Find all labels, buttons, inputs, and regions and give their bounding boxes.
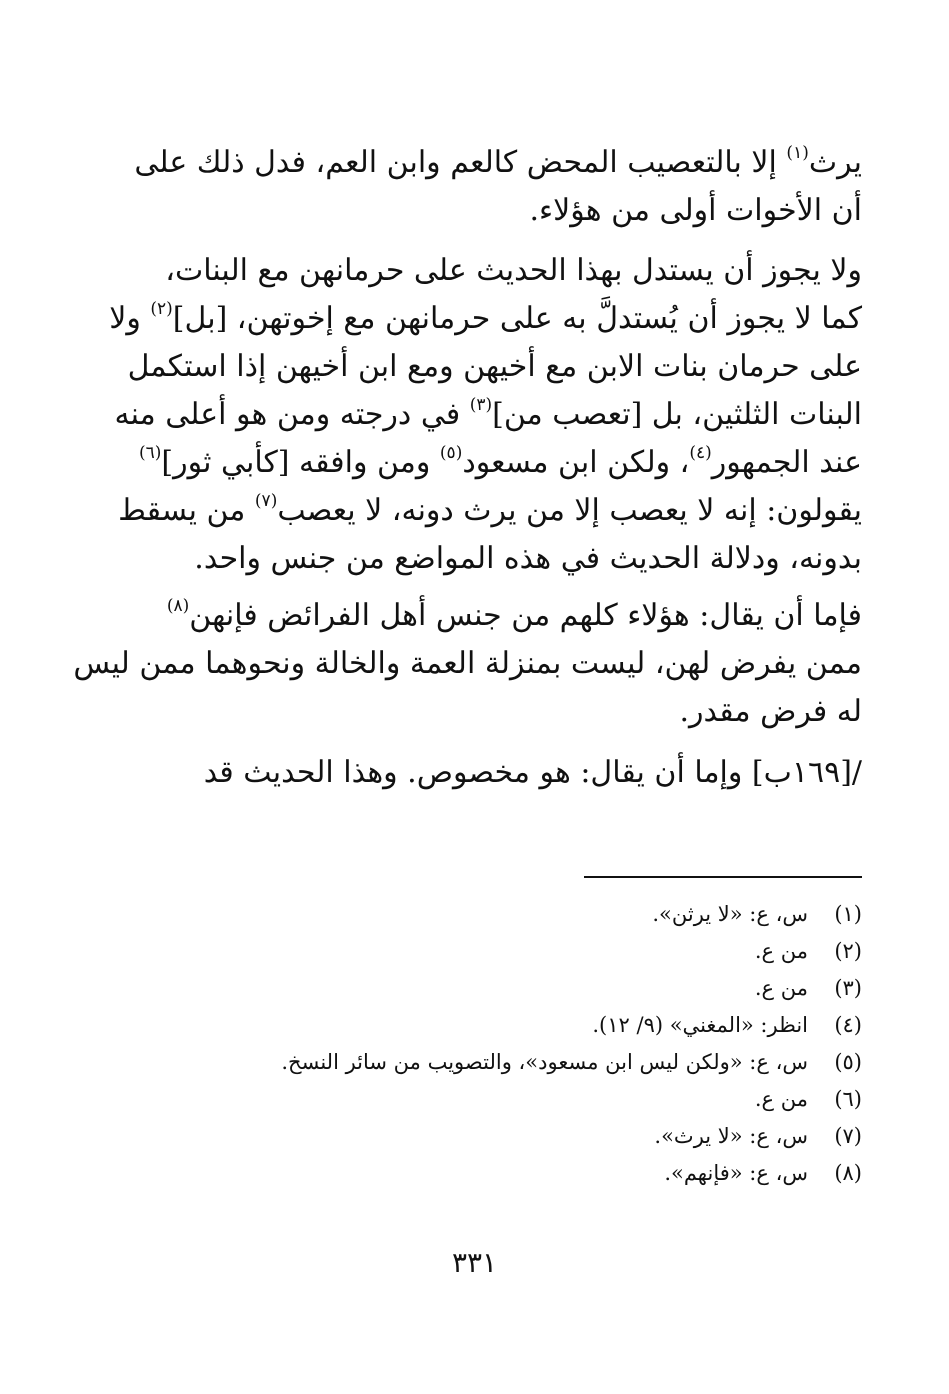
footnote-text: من ع. xyxy=(754,976,808,1000)
text-run: عند الجمهور xyxy=(711,445,862,480)
footnote-item xyxy=(200,896,862,933)
text-run: ومن وافقه [كأبي ثور] xyxy=(161,445,440,480)
text-line xyxy=(138,187,862,235)
footnote-number: (٣) xyxy=(834,976,862,1000)
text-run: البنات الثلثين، بل [تعصب من] xyxy=(492,397,862,432)
text-line xyxy=(138,247,862,295)
text-line xyxy=(138,688,862,736)
footnotes xyxy=(200,896,862,1192)
text-run: يرث xyxy=(808,145,862,180)
footnote-marker: (٢) xyxy=(150,299,173,319)
text-run: إلا بالتعصيب المحض كالعم وابن العم، فدل ذلك على xyxy=(134,145,787,180)
paragraph-1 xyxy=(134,139,862,235)
paragraph-3 xyxy=(73,592,862,736)
footnote-marker: (٥) xyxy=(439,443,463,463)
text-run: في درجته ومن هو أعلى منه xyxy=(114,397,470,432)
text-run: ، ولكن ابن مسعود xyxy=(462,445,690,480)
text-run: له فرض مقدر. xyxy=(679,694,862,729)
footnote-number: (٦) xyxy=(834,1087,862,1111)
footnote-item xyxy=(200,1007,862,1044)
text-run: فإما أن يقال: هؤلاء كلهم من جنس أهل الفرائض فإنهن xyxy=(189,598,862,633)
text-run: من يسقط xyxy=(118,493,255,528)
footnote-text: من ع. xyxy=(754,1087,808,1111)
text-line xyxy=(118,487,862,535)
footnote-marker: (٧) xyxy=(254,491,278,511)
footnote-marker: (٤) xyxy=(689,443,712,463)
footnote-number: (٢) xyxy=(834,939,862,963)
footnote-item xyxy=(200,933,862,970)
footnote-item xyxy=(200,1118,862,1155)
footnote-text: س، ع: «لا يرثن». xyxy=(652,902,808,926)
text-run: بدونه، ودلالة الحديث في هذه المواضع من جنس واحد. xyxy=(194,541,862,576)
footnote-marker: (٦) xyxy=(139,443,162,463)
footnote-item xyxy=(200,1155,862,1192)
text-run: ولا يجوز أن يستدل بهذا الحديث على حرمانهن مع البنات، xyxy=(165,253,862,288)
text-run: كما لا يجوز أن يُستدلَّ به على حرمانهن مع إخوتهن، [بل] xyxy=(172,301,862,336)
text-line xyxy=(109,295,862,343)
text-line xyxy=(138,592,862,640)
footnote-marker: (٣) xyxy=(469,395,493,415)
footnote-item xyxy=(200,1081,862,1118)
footnote-marker: (٨) xyxy=(166,596,190,616)
footnote-number: (٧) xyxy=(834,1124,862,1148)
footnote-text: س، ع: «ولكن ليس ابن مسعود»، والتصويب من سائر النسخ. xyxy=(281,1050,808,1074)
paragraph-4 xyxy=(138,749,862,797)
text-run: على حرمان بنات الابن مع أخيهن ومع ابن أخيهن إذا استكمل xyxy=(127,349,862,384)
text-line xyxy=(114,391,862,439)
footnote-text: س، ع: «فإنهم». xyxy=(664,1161,808,1185)
text-line xyxy=(134,139,862,187)
footnote-item xyxy=(200,970,862,1007)
paragraph-2 xyxy=(109,247,862,583)
footnote-number: (٥) xyxy=(834,1050,862,1074)
footnote-text: انظر: «المغني» (٩/ ١٢). xyxy=(592,1013,808,1037)
text-run: أن الأخوات أولى من هؤلاء. xyxy=(529,193,862,228)
page-number: ٣٣١ xyxy=(451,1246,498,1279)
footnote-number: (٤) xyxy=(834,1013,862,1037)
text-line xyxy=(138,439,862,487)
text-run: ممن يفرض لهن، ليست بمنزلة العمة والخالة ونحوهما ممن ليس xyxy=(73,646,862,681)
footnote-marker: (١) xyxy=(786,143,809,163)
text-run: /[١٦٩ب] وإما أن يقال: هو مخصوص. وهذا الحديث قد xyxy=(203,755,862,790)
text-line xyxy=(73,640,862,688)
footnote-item xyxy=(200,1044,862,1081)
text-line xyxy=(127,343,862,391)
text-line xyxy=(138,749,862,797)
text-run: يقولون: إنه لا يعصب إلا من يرث دونه، لا يعصب xyxy=(277,493,862,528)
footnote-text: من ع. xyxy=(754,939,808,963)
text-run: ولا xyxy=(109,301,151,336)
footnote-text: س، ع: «لا يرث». xyxy=(654,1124,808,1148)
footnote-separator xyxy=(584,876,862,878)
text-line xyxy=(138,535,862,583)
footnote-number: (١) xyxy=(834,902,862,926)
footnote-number: (٨) xyxy=(834,1161,862,1185)
